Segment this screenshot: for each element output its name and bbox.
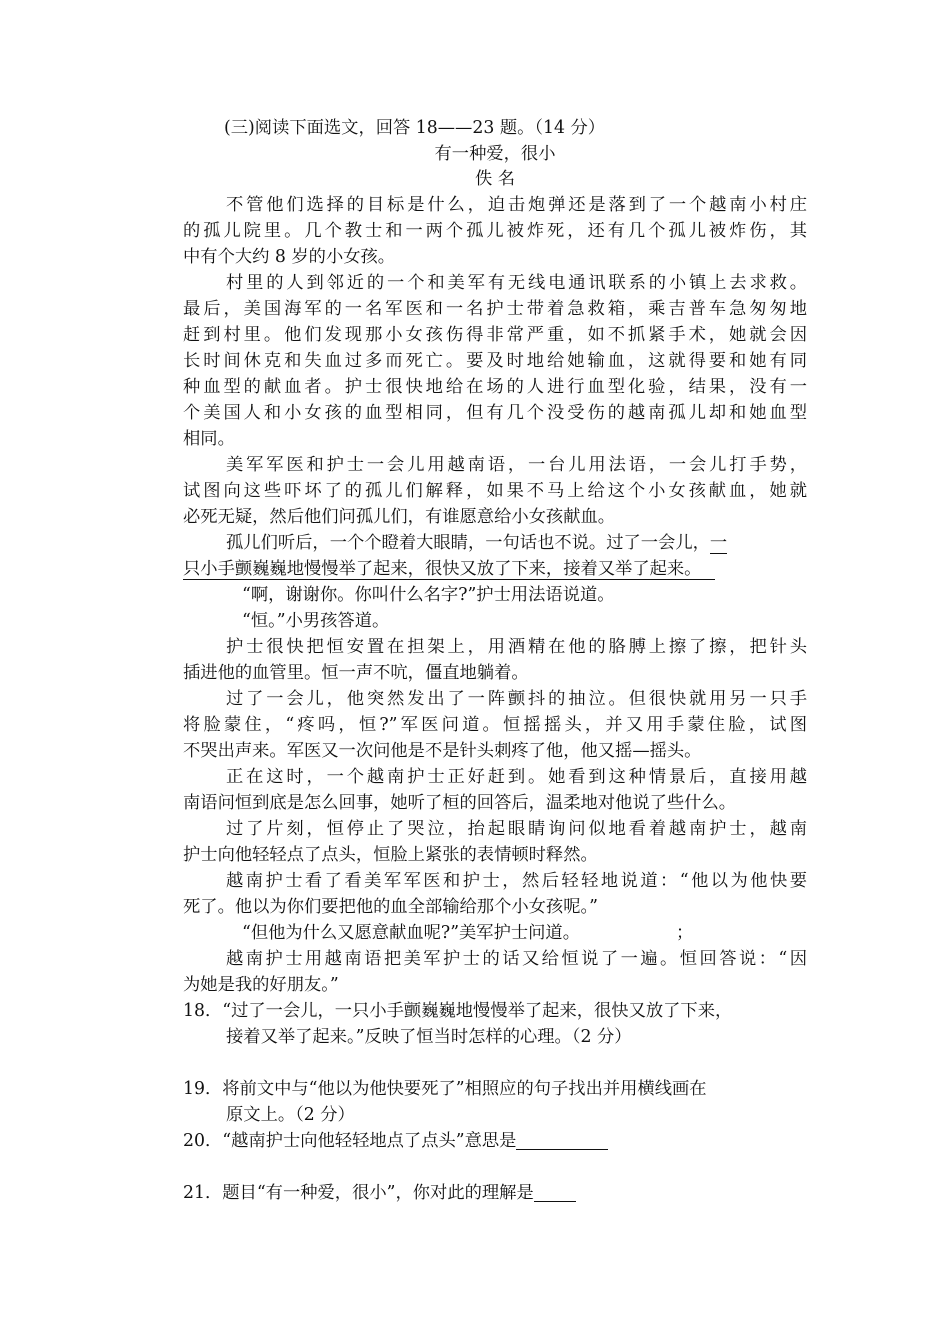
paragraph-8-line-3: 不哭出声来。军医又一次问他是不是针头刺疼了他，他又摇—摇头。 <box>183 741 702 761</box>
question-21 <box>183 1180 807 1206</box>
paragraph-11-line-2: 死了。他以为你们要把他的血全部输给那个小女孩呢。” <box>183 897 598 917</box>
question-20 <box>183 1128 807 1154</box>
paragraph-1-line-1: 不管他们选择的目标是什么，迫击炮弹还是落到了一个越南小村庄 <box>226 195 807 215</box>
question-18-line-2: 接着又举了起来。”反映了恒当时怎样的心理。（2 分） <box>226 1027 632 1047</box>
paragraph-2-line-2: 最后，美国海军的一名军医和一名护士带着急救箱，乘吉普车急匆匆地 <box>183 299 807 319</box>
section-header: (三)阅读下面选文，回答 18——23 题。（14 分） <box>224 118 606 138</box>
paragraph-9-line-2: 南语问恒到底是怎么回事，她听了桓的回答后，温柔地对他说了些什么。 <box>183 793 737 813</box>
paragraph-11-line-1: 越南护士看了看美军军医和护士，然后轻轻地说道：“他以为他快要 <box>226 871 807 891</box>
paragraph-1-line-2: 的孤儿院里。几个教士和一两个孤儿被炸死，还有几个孤儿被炸伤，其 <box>183 221 807 241</box>
paragraph-2-line-3: 赶到村里。他们发现那小女孩伤得非常严重，如不抓紧手术，她就会因 <box>183 325 807 345</box>
paragraph-2-line-7: 相同。 <box>183 429 235 449</box>
article-author: 佚 名 <box>474 169 516 189</box>
question-19-line-1: 19．将前文中与“他以为他快要死了”相照应的句子找出并用横线画在 <box>183 1079 707 1099</box>
paragraph-2-line-5: 种血型的献血者。护士很快地给在场的人进行血型化验，结果，没有一 <box>183 377 807 397</box>
paragraph-4-line-2 <box>183 556 807 582</box>
question-20-text: 20．“越南护士向他轻轻地点了点头”意思是 <box>183 1131 517 1151</box>
paragraph-8-line-2: 将脸蒙住，“疼吗，恒?”军医问道。恒摇摇头，并又用手蒙住脸，试图 <box>183 715 807 735</box>
paragraph-5: “啊，谢谢你。你叫什么名字?”护士用法语说道。 <box>242 585 615 605</box>
paragraph-12: “但他为什么又愿意献血呢?”美军护士问道。 <box>242 923 580 943</box>
question-21-text: 21．题目“有一种爱，很小”，你对此的理解是 <box>183 1183 534 1203</box>
question-20-answer-blank[interactable] <box>516 1129 608 1150</box>
stray-semicolon: ； <box>676 923 694 943</box>
paragraph-8-line-1: 过了一会儿，他突然发出了一阵颤抖的抽泣。但很快就用另一只手 <box>226 689 807 709</box>
paragraph-13-line-1: 越南护士用越南语把美军护士的话又给恒说了一遍。恒回答说：“因 <box>226 949 807 969</box>
article-title: 有一种爱，很小 <box>434 144 556 164</box>
underlined-sentence: 只小手颤巍巍地慢慢举了起来，很快又放了下来，接着又举了起来。 <box>183 559 715 580</box>
paragraph-1-line-3: 中有个大约 8 岁的小女孩。 <box>183 247 396 267</box>
paragraph-9-line-1: 正在这时，一个越南护士正好赶到。她看到这种情景后，直接用越 <box>226 767 807 787</box>
paragraph-3-line-3: 必死无疑，然后他们问孤儿们，有谁愿意给小女孩献血。 <box>183 507 616 527</box>
paragraph-2-line-6: 个美国人和小女孩的血型相同，但有几个没受伤的越南孤儿却和她血型 <box>183 403 807 423</box>
paragraph-3-line-2: 试图向这些吓坏了的孤儿们解释，如果不马上给这个小女孩献血，她就 <box>183 481 807 501</box>
paragraph-13-line-2: 为她是我的好朋友。” <box>183 975 339 995</box>
paragraph-2-line-1: 村里的人到邻近的一个和美军有无线电通讯联系的小镇上去求救。 <box>226 273 807 293</box>
paragraph-2-line-4: 长时间休克和失血过多而死亡。要及时地给她输血，这就得要和她有同 <box>183 351 807 371</box>
paragraph-7-line-1: 护士很快把恒安置在担架上，用酒精在他的胳膊上擦了擦，把针头 <box>226 637 807 657</box>
paragraph-7-line-2: 插进他的血管里。恒一声不吭，僵直地躺着。 <box>183 663 529 683</box>
question-18-line-1: 18．“过了一会儿，一只小手颤巍巍地慢慢举了起来，很快又放了下来， <box>183 1001 733 1021</box>
underlined-sentence-start: 一 <box>709 533 728 553</box>
paragraph-3-line-1: 美军军医和护士一会儿用越南语，一台儿用法语，一会儿打手势， <box>226 455 807 475</box>
paragraph-10-line-2: 护士向他轻轻点了点头，恒脸上紧张的表情顿时释然。 <box>183 845 598 865</box>
paragraph-6: “恒。”小男孩答道。 <box>242 611 390 631</box>
question-21-answer-blank[interactable] <box>534 1181 576 1202</box>
paragraph-10-line-1: 过了片刻，恒停止了哭泣，抬起眼睛询问似地看着越南护士，越南 <box>226 819 807 839</box>
question-19-line-2: 原文上。（2 分） <box>226 1105 355 1125</box>
paragraph-4-text: 孤儿们听后，一个个瞪着大眼睛，一句话也不说。过了一会儿， <box>226 533 710 553</box>
paragraph-4-line-1 <box>226 530 807 556</box>
